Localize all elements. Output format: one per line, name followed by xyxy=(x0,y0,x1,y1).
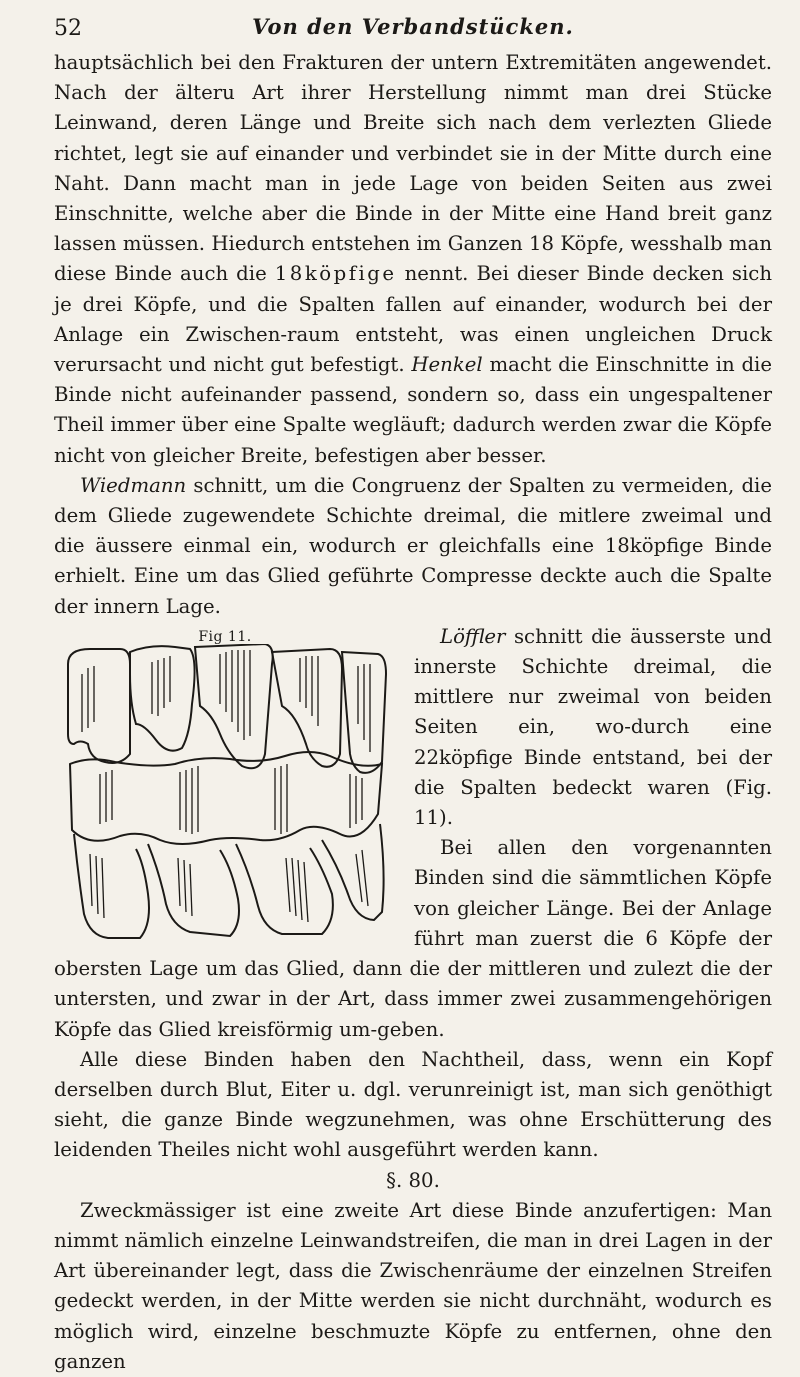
paragraph-3-text: schnitt die äusserste und innerste Schichte dreimal, die mittlere nur zweimal von beiden Seiten ein, wo-durch eine 22köpfige Binde entstand, bei der die Spalten bedeckt waren (Fig. 11). xyxy=(414,624,772,830)
paragraph-1 xyxy=(54,48,772,471)
running-head: Von den Verbandstücken. xyxy=(252,14,574,39)
author-henkel: Henkel xyxy=(411,353,483,377)
term-18koepfige: 18köpfige xyxy=(274,262,397,286)
figure-label: Fig 11. xyxy=(198,628,252,645)
paragraph-5: Alle diese Binden haben den Nachtheil, dass, wenn ein Kopf derselben durch Blut, Eiter u. dgl. verunreinigt ist, man sich genöthigt sieht, die ganze Binde wegzunehmen, was ohne Erschütterung des leidenden Theiles nicht wohl ausgeführt werden kann. xyxy=(54,1047,772,1162)
page-number: 52 xyxy=(54,16,82,41)
author-loeffler: Löffler xyxy=(440,624,506,648)
page-header xyxy=(54,14,772,48)
paragraph-1-text: hauptsächlich bei den Frakturen der untern Extremitäten angewendet. Nach der älteru Art ihrer Herstellung nimmt man drei Stücke Leinwand, deren Länge und Breite sich nach dem verlezten Gliede richtet, legt sie auf einander und verbindet sie in der Mitte durch eine Naht. Dann macht man in jede Lage von beiden Seiten aus zwei Einschnitte, welche aber die Binde in der Mitte eine Hand breit ganz lassen müssen. Hiedurch entstehen im Ganzen 18 Köpfe, wesshalb man diese Binde auch die xyxy=(54,51,772,286)
section-heading: §. 80. xyxy=(386,1168,440,1192)
paragraph-4: Bei allen den vorgenannten Binden sind die sämmtlichen Köpfe von gleicher Länge. Bei der Anlage führt man zuerst die 6 Köpfe der obersten Lage um das Glied, dann die der mittleren und zulezt die der untersten, und zwar in der Art, dass immer zwei zusammengehörigen Köpfe das Glied kreisförmig um-geben. xyxy=(54,836,772,1041)
paragraph-2 xyxy=(54,471,772,622)
author-wiedmann: Wiedmann xyxy=(80,473,187,497)
bandage-illustration-icon xyxy=(60,644,390,944)
paragraph-2-text: schnitt, um die Congruenz der Spalten zu vermeiden, die dem Gliede zugewendete Schichte dreimal, die mitlere zweimal und die äussere einmal ein, wodurch er gleichfalls eine 18köpfige Binde erhielt. Eine um das Glied geführte Compresse deckte auch die Spalte der innern Lage. xyxy=(54,473,772,618)
figure-11 xyxy=(54,622,396,948)
paragraph-6: Zweckmässiger ist eine zweite Art diese Binde anzufertigen: Man nimmt nämlich einzelne Leinwandstreifen, die man in drei Lagen in der Art übereinander legt, dass die Zwischenräume der einzelnen Streifen gedeckt werden, in der Mitte werden sie nicht durchnäht, wodurch es möglich wird, einzelne beschmuzte Köpfe zu entfernen, ohne den ganzen xyxy=(54,1198,772,1373)
body-text xyxy=(54,48,772,1377)
paragraph-1-text-c: macht die Einschnitte in die Binde nicht aufeinander passend, sondern so, dass ein ungespaltener Theil immer über eine Spalte wegläuft; dadurch werden zwar die Köpfe nicht von gleicher Breite, befestigen aber besser. xyxy=(54,353,772,467)
paragraph-1-text-b: nennt. Bei dieser Binde decken sich je drei Köpfe, und die Spalten fallen auf einander, wodurch bei der Anlage ein Zwischen-raum entsteht, was einen ungleichen Druck verursacht und nicht gut befestigt. xyxy=(54,262,773,377)
